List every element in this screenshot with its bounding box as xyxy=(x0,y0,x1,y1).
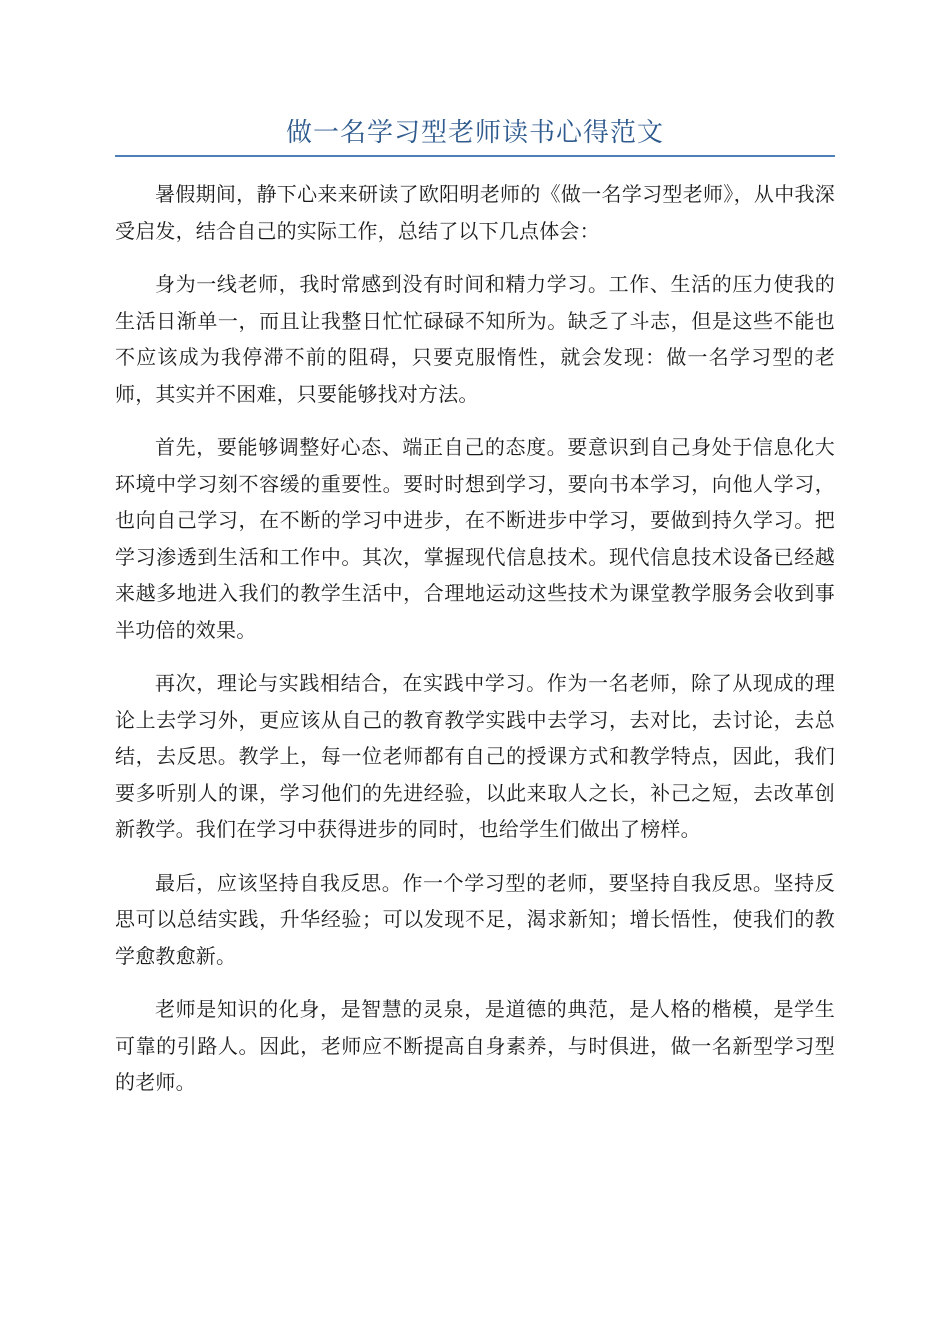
document-body xyxy=(115,176,835,1118)
paragraph-4: 再次，理论与实践相结合，在实践中学习。作为一名老师，除了从现成的理论上去学习外，更应该从自己的教育教学实践中去学习，去对比，去讨论，去总结，去反思。教学上，每一位老师都有自己的授课方式和教学特点，因此，我们要多听别人的课，学习他们的先进经验，以此来取人之长，补己之短，去改革创新教学。我们在学习中获得进步的同时，也给学生们做出了榜样。 xyxy=(115,671,835,841)
paragraph-2: 身为一线老师，我时常感到没有时间和精力学习。工作、生活的压力使我的生活日渐单一，而且让我整日忙忙碌碌不知所为。缺乏了斗志，但是这些不能也不应该成为我停滞不前的阻碍，只要克服惰性，就会发现：做一名学习型的老师，其实并不困难，只要能够找对方法。 xyxy=(115,272,835,406)
paragraph-1: 暑假期间，静下心来来研读了欧阳明老师的《做一名学习型老师》，从中我深受启发，结合自己的实际工作，总结了以下几点体会： xyxy=(115,182,835,243)
paragraph-3: 首先，要能够调整好心态、端正自己的态度。要意识到自己身处于信息化大环境中学习刻不容缓的重要性。要时时想到学习，要向书本学习，向他人学习，也向自己学习，在不断的学习中进步，在不断进步中学习，要做到持久学习。把学习渗透到生活和工作中。其次，掌握现代信息技术。现代信息技术设备已经越来越多地进入我们的教学生活中，合理地运动这些技术为课堂教学服务会收到事半功倍的效果。 xyxy=(115,435,835,642)
document-title: 做一名学习型老师读书心得范文 xyxy=(285,118,664,148)
title-underline xyxy=(115,155,835,157)
paragraph-6: 老师是知识的化身，是智慧的灵泉，是道德的典范，是人格的楷模，是学生可靠的引路人。因此，老师应不断提高自身素养，与时俱进，做一名新型学习型的老师。 xyxy=(115,997,835,1094)
paragraph-5: 最后，应该坚持自我反思。作一个学习型的老师，要坚持自我反思。坚持反思可以总结实践，升华经验；可以发现不足，渴求新知；增长悟性，使我们的教学愈教愈新。 xyxy=(115,870,835,968)
